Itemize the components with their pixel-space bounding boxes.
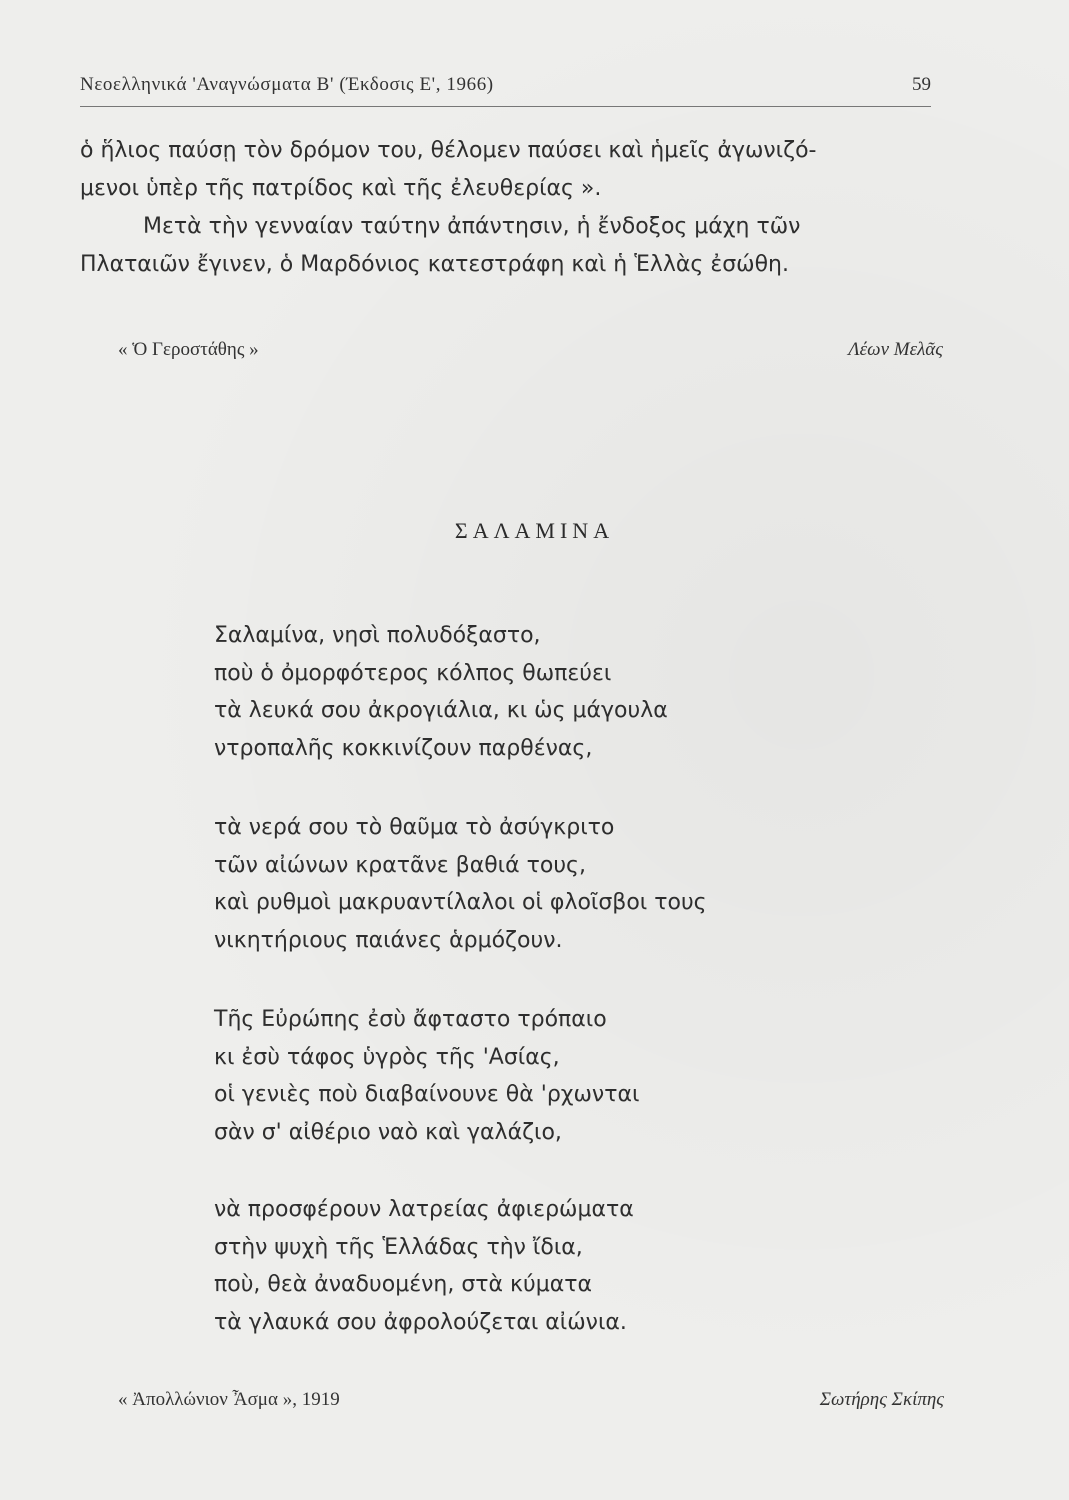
running-head (80, 74, 931, 104)
poem-line: στὴν ψυχὴ τῆς Ἑλλάδας τὴν ἴδια, (214, 1234, 583, 1260)
poem-line: νὰ προσφέρουν λατρείας ἀφιερώματα (214, 1197, 634, 1222)
poem-line: ντροπαλῆς κοκκινίζουν παρθένας, (214, 735, 593, 761)
prose-source-title: « Ὁ Γεροστάθης » (118, 339, 259, 360)
prose-line: Μετὰ τὴν γενναίαν ταύτην ἀπάντησιν, ἡ ἔνδοξος μάχη τῶν (143, 214, 801, 239)
poem-title: ΣΑΛΑΜΙΝΑ (454, 518, 615, 543)
poem-stanza-1 (214, 617, 668, 767)
prose-line: μενοι ὑπὲρ τῆς πατρίδος καὶ τῆς ἐλευθερίας ». (80, 176, 602, 201)
poem-stanza-2 (214, 809, 707, 959)
poem-line: τῶν αἰώνων κρατᾶνε βαθιά τους, (214, 852, 586, 878)
poem-line: κι ἐσὺ τάφος ὑγρὸς τῆς 'Ασίας, (214, 1044, 560, 1070)
poem-attribution (118, 1389, 944, 1423)
prose-attribution (118, 339, 943, 373)
header-rule (80, 106, 931, 107)
prose-line: Πλαταιῶν ἔγινεν, ὁ Μαρδόνιος κατεστράφη καὶ ἡ Ἑλλὰς ἐσώθη. (80, 252, 789, 277)
page-number: 59 (912, 74, 931, 95)
poem-author: Σωτήρης Σκίπης (819, 1389, 944, 1410)
poem-line: νικητήριους παιάνες ἁρμόζουν. (214, 927, 563, 953)
prose-paragraph-2 (80, 208, 943, 284)
poem-line: ποὺ ὁ ὀμορφότερος κόλπος θωπεύει (214, 660, 612, 686)
poem-line: Σαλαμίνα, νησὶ πολυδόξαστο, (214, 623, 541, 648)
prose-paragraph-1 (80, 132, 943, 208)
poem-line: Τῆς Εὐρώπης ἐσὺ ἄφταστο τρόπαιο (214, 1007, 607, 1032)
prose-line: ὁ ἥλιος παύσῃ τὸν δρόμον του, θέλομεν παύσει καὶ ἡμεῖς ἀγωνιζό- (80, 138, 817, 163)
poem-stanza-4 (214, 1191, 634, 1341)
poem-line: σὰν σ' αἰθέριο ναὸ καὶ γαλάζιο, (214, 1119, 562, 1145)
poem-line: τὰ γλαυκά σου ἀφρολούζεται αἰώνια. (214, 1309, 627, 1335)
running-head-title: Νεοελληνικά 'Αναγνώσματα Β' (Έκδοσις Ε', 1966) (80, 74, 494, 95)
prose-author: Λέων Μελᾶς (848, 339, 943, 360)
poem-line: τὰ νερά σου τὸ θαῦμα τὸ ἀσύγκριτο (214, 815, 615, 840)
poem-source-title: « Ἀπολλώνιον Ἆσμα », 1919 (118, 1389, 340, 1410)
poem-line: ποὺ, θεὰ ἀναδυομένη, στὰ κύματα (214, 1272, 592, 1297)
poem-line: τὰ λευκά σου ἀκρογιάλια, κι ὡς μάγουλα (214, 698, 668, 723)
poem-line: οἱ γενιὲς ποὺ διαβαίνουνε θὰ 'ρχωνται (214, 1082, 640, 1107)
poem-line: καὶ ρυθμοὶ μακρυαντίλαλοι οἱ φλοῖσβοι τους (214, 890, 707, 915)
poem-stanza-3 (214, 1001, 639, 1151)
